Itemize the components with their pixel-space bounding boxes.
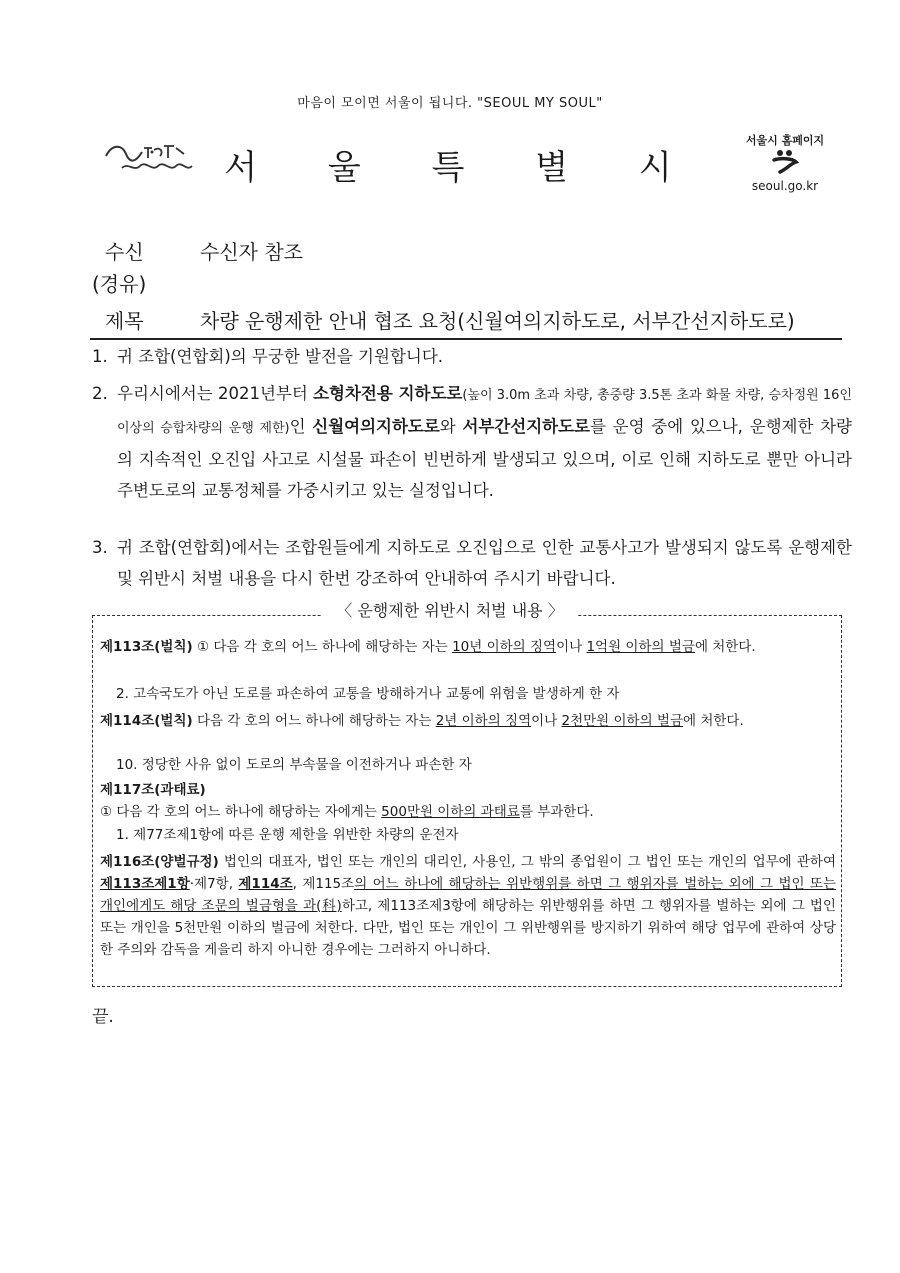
law-article-113: 제113조(벌칙) ① 다음 각 호의 어느 하나에 해당하는 자는 10년 이하의 징역이나 1억원 이하의 벌금에 처한다. bbox=[100, 639, 756, 655]
article-heading: 제116조(양벌규정) bbox=[100, 854, 219, 870]
item-text: 귀 조합(연합회)에서는 조합원들에게 지하도로 오진입으로 인한 교통사고가 발생되지 않도록 운행제한 및 위반시 처벌 내용을 다시 한번 강조하여 안내하여 주시기 바랍니다. bbox=[117, 538, 852, 588]
law-article-114-item: 10. 정당한 사유 없이 도로의 부속물을 이전하거나 파손한 자 bbox=[116, 757, 472, 773]
subject-divider bbox=[90, 338, 842, 340]
law-article-117-heading: 제117조(과태료) bbox=[100, 782, 206, 798]
article-heading: 제113조(벌칙) bbox=[100, 639, 193, 655]
subject-label: 제목 bbox=[105, 309, 144, 333]
item-text: 귀 조합(연합회)의 무궁한 발전을 기원합니다. bbox=[117, 347, 444, 366]
via-label: (경유) bbox=[92, 272, 147, 296]
item-number: 1. bbox=[92, 347, 108, 366]
slogan: 마음이 모이면 서울이 됩니다. "SEOUL MY SOUL" bbox=[297, 96, 603, 111]
homepage-url: seoul.go.kr bbox=[751, 179, 819, 193]
seoul-symbol-icon bbox=[770, 148, 800, 174]
article-heading: 제114조(벌칙) bbox=[100, 713, 193, 729]
law-article-117-item: 1. 제77조제1항에 따른 운행 제한을 위반한 차량의 운전자 bbox=[116, 827, 459, 843]
highlight-text: 서부간선지하도로 bbox=[462, 417, 590, 436]
penalty-box-title: 〈 운행제한 위반시 처벌 내용 〉 bbox=[0, 598, 900, 621]
end-mark: 끝. bbox=[92, 1007, 114, 1027]
law-article-117: ① 다음 각 호의 어느 하나에 해당하는 자에게는 500만원 이하의 과태료를 부과한다. bbox=[100, 804, 594, 820]
recipient-value: 수신자 참조 bbox=[200, 240, 303, 264]
organization-title: 서 울 특 별 시 bbox=[224, 148, 702, 188]
law-article-114: 제114조(벌칙) 다음 각 호의 어느 하나에 해당하는 자는 2년 이하의 징역이나 2천만원 이하의 벌금에 처한다. bbox=[100, 713, 744, 729]
law-article-116: 제116조(양벌규정) 법인의 대표자, 법인 또는 개인의 대리인, 사용인, 그 밖의 종업원이 그 법인 또는 개인의 업무에 관하여 제113조제1항·제7항, 제114조, 제115조의 어느 하나에 해당하는 위반행위를 하면 그 행위자를 벌하는 외에 그 법인 또는 개인에게도 해당 조문의 벌금형을 과(科)하고, 제113조제3항에 해당하는 위반행위를 하면 그 행위자를 벌하는 외에 그 법인 또는 개인을 5천만원 이하의 벌금에 처한다. 다만, 법인 또는 개인이 그 위반행위를 방지하기 위하여 해당 업무에 관하여 상당한 주의와 감독을 게을리 하지 아니한 경우에는 그러하지 아니하다. bbox=[100, 854, 837, 958]
body-item-2 bbox=[92, 378, 852, 506]
small-text: (높이 3.0m 초과 차량 bbox=[462, 388, 589, 403]
body-item-1 bbox=[92, 341, 852, 372]
homepage-label: 서울시 홈페이지 bbox=[745, 134, 825, 147]
item-number: 2. bbox=[92, 384, 108, 403]
small-text: , 총중량 3.5톤 초과 화물 차량, 승차정원 16인 이상의 승합차량의 운행 제한) bbox=[117, 388, 853, 436]
subject-value: 차량 운행제한 안내 협조 요청(신월여의지하도로, 서부간선지하도로) bbox=[200, 309, 795, 333]
highlight-text: 소형차전용 지하도로 bbox=[313, 384, 463, 403]
body-item-3 bbox=[92, 532, 852, 594]
recipient-label: 수신 bbox=[105, 240, 144, 264]
law-article-113-item: 2. 고속국도가 아닌 도로를 파손하여 교통을 방해하거나 교통에 위험을 발생하게 한 자 bbox=[116, 686, 620, 702]
item-number: 3. bbox=[92, 538, 108, 557]
item-text: 우리시에서는 2021년부터 소형차전용 지하도로(높이 3.0m 초과 차량, 총중량 3.5톤 초과 화물 차량, 승차정원 16인 이상의 승합차량의 운행 제한)인 신월여의지하도로와 서부간선지하도로를 운영 중에 있으나, 운행제한 차량의 지속적인 오진입 사고로 시설물 파손이 빈번하게 발생되고 있으며, 이로 인해 지하도로 뿐만 아니라 주변도로의 교통정체를 가중시키고 있는 실정입니다. bbox=[117, 384, 853, 500]
homepage-logo bbox=[730, 132, 840, 193]
highlight-text: 신월여의지하도로 bbox=[312, 417, 440, 436]
